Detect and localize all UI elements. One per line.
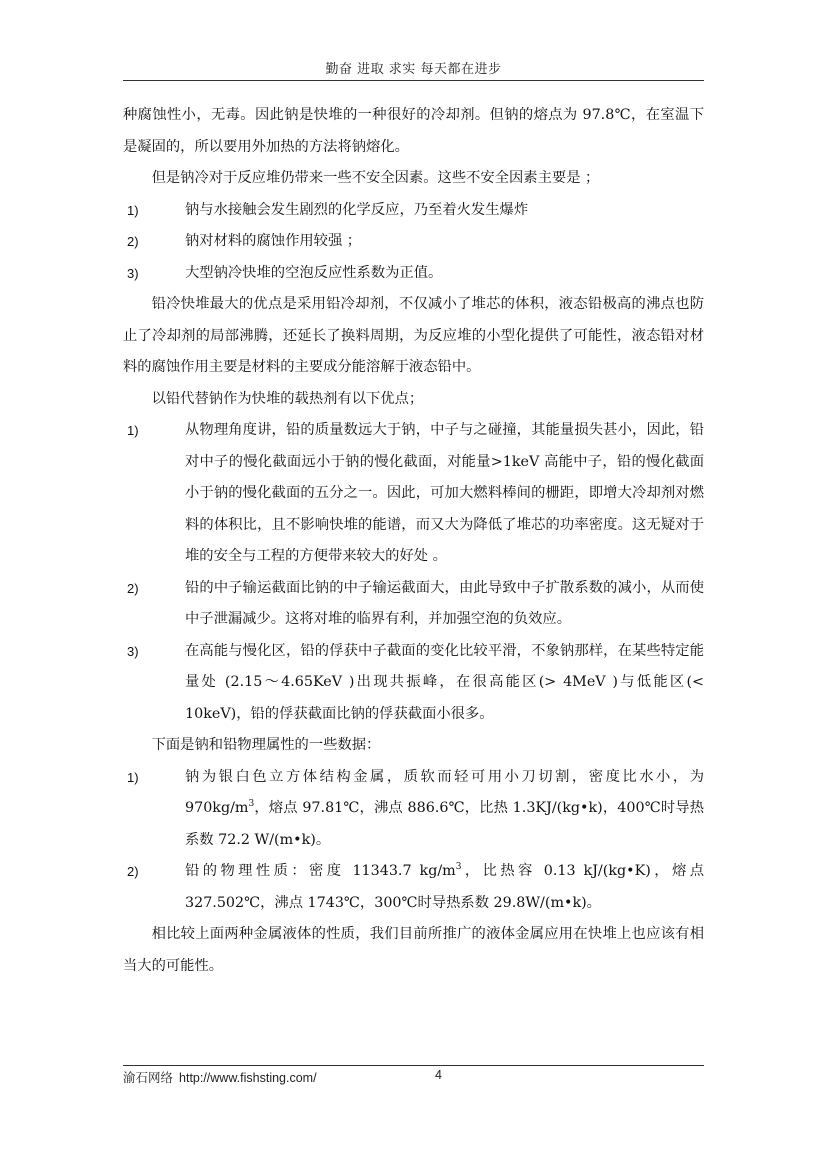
list-text: 钠与水接触会发生剧烈的化学反应，乃至着火发生爆炸 xyxy=(185,201,529,218)
list-item xyxy=(123,762,704,857)
list-item xyxy=(123,573,704,636)
list-number: 1) xyxy=(127,202,139,218)
list-text: 钠为银白色立方体结构金属，质软而轻可用小刀切割，密度比水小，为 970kg/m xyxy=(185,768,704,816)
list-text: 从物理角度讲，铅的质量数远大于钠，中子与之碰撞，其能量损失甚小，因此，铅对中子的慢化截面远小于钠的慢化截面，对能量>1keV 高能中子，铅的慢化截面小于钠的慢化截面的五分之一。因此，可加大燃料棒间的栅距，即增大冷却剂对燃料的体积比，且不影响快堆的能谱，而又大为降低了堆芯的功率密度。这无疑对于堆的安全与工程的方便带来较大的好处 。 xyxy=(185,422,704,564)
list-number: 3) xyxy=(127,643,139,659)
list-number: 1) xyxy=(127,423,139,438)
list-item xyxy=(123,195,704,227)
list-text: 钠对材料的腐蚀作用较强 ； xyxy=(185,233,362,249)
paragraph: 种腐蚀性小，无毒。因此钠是快堆的一种很好的冷却剂。但钠的熔点为 97.8℃，在室温下是凝固的，所以要用外加热的方法将钠熔化。 xyxy=(123,107,704,155)
list-item xyxy=(123,258,704,290)
list-item xyxy=(123,226,704,258)
footer-url[interactable]: http://www.fishsting.com/ xyxy=(179,1071,317,1085)
list-text: ，比热容 0.13 kJ/(kg•K)，熔点 327.502℃，沸点 1743℃，300℃时导热系数 29.8W/(m•k)。 xyxy=(185,863,704,911)
list-text: 大型钠冷快堆的空泡反应性系数为正值。 xyxy=(185,264,443,281)
list-number: 3) xyxy=(127,265,139,281)
superscript: 3 xyxy=(455,862,462,873)
document-body xyxy=(123,100,704,982)
superscript: 3 xyxy=(248,799,255,810)
list-item xyxy=(123,856,704,919)
page-number: 4 xyxy=(435,1068,442,1082)
list-item xyxy=(123,636,704,731)
header-rule xyxy=(123,80,704,81)
page-header: 勤奋 进取 求实 每天都在进步 xyxy=(325,62,502,77)
paragraph: 下面是钠和铅物理属性的一些数据： xyxy=(151,737,381,753)
list-text: 铅的中子输运截面比钠的中子输运截面大，由此导致中子扩散系数的减小，从而使中子泄漏减少。这将对堆的临界有利，并加强空泡的负效应。 xyxy=(185,579,704,627)
paragraph: 铅冷快堆最大的优点是采用铅冷却剂，不仅减小了堆芯的体积，液态铅极高的沸点也防止了冷却剂的局部沸腾，还延长了换料周期，为反应堆的小型化提供了可能性，液态铅对材料的腐蚀作用主要是材料的主要成分能溶解于液态铅中。 xyxy=(123,296,704,375)
paragraph: 以铅代替钠作为快堆的载热剂有以下优点； xyxy=(151,390,424,407)
paragraph: 相比较上面两种金属液体的性质，我们目前所推广的液体金属应用在快堆上也应该有相当大的可能性。 xyxy=(123,926,704,974)
list-number: 2) xyxy=(127,864,139,879)
list-number: 2) xyxy=(127,234,139,249)
list-item xyxy=(123,415,704,573)
list-text: 铅的物理性质：密度 11343.7 kg/m xyxy=(185,863,456,879)
list-text: ，熔点 97.81℃，沸点 886.6℃，比热 1.3KJ/(kg•k)，400℃时导热系数 72.2 W/(m•k)。 xyxy=(185,800,704,848)
footer-site: 渝石网络 xyxy=(123,1070,174,1085)
list-text: 在高能与慢化区，铅的俘获中子截面的变化比较平滑，不象钠那样，在某些特定能量处 (2.15～4.65KeV )出现共振峰，在很高能区(> 4MeV )与低能区(< 10keV)，铅的俘获截面比钠的俘获截面小很多。 xyxy=(185,642,704,722)
list-number: 1) xyxy=(127,769,139,785)
paragraph: 但是钠冷对于反应堆仍带来一些不安全因素。这些不安全因素主要是 ； xyxy=(151,170,600,186)
list-number: 2) xyxy=(127,580,139,596)
footer-rule xyxy=(123,1065,704,1066)
page-footer xyxy=(123,1068,442,1086)
